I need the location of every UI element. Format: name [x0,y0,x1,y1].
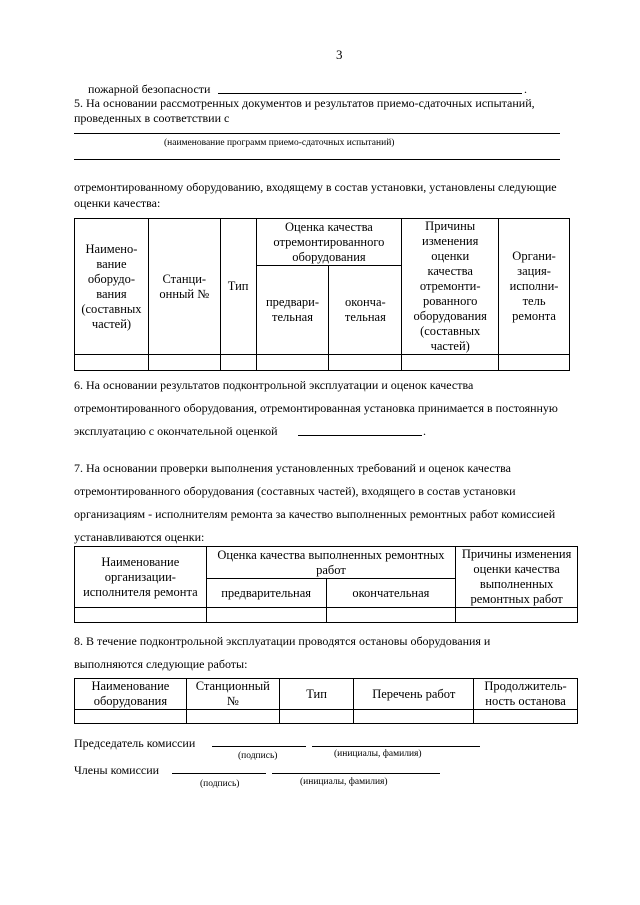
final-grade-blank [298,435,422,436]
col-contractor-name: Наименование организации- исполнителя ремонта [75,547,207,608]
quality-table [74,218,570,371]
section6-line2: отремонтированного оборудования, отремонтированная установка принимается в постоянную [74,401,558,415]
col-equipment-name: Наимено- вание оборудо- вания (составных частей) [75,219,149,355]
section6-line3: эксплуатацию с окончательной оценкой [74,424,278,438]
shutdown-works-table [74,678,578,724]
section7-line2: отремонтированного оборудования (составных частей), входящего в состав установки [74,484,516,498]
col-works-list: Перечень работ [354,679,474,710]
member-signature-caption: (подпись) [200,779,240,789]
section7-line1: 7. На основании проверки выполнения установленных требований и оценок качества [74,461,511,475]
program-name-blank-2 [74,159,560,160]
col-shutdown-duration: Продолжитель- ность останова [474,679,578,710]
section7-line4: устанавливаются оценки: [74,530,205,544]
col-station-number: Станци- онный № [148,219,220,355]
chairman-name-caption: (инициалы, фамилия) [334,749,422,759]
col-final: оконча- тельная [329,266,402,355]
page-number: 3 [336,47,343,62]
table-row [75,355,570,371]
table-row [75,710,578,724]
col-quality-assessment: Оценка качества отремонтированного оборудования [256,219,402,266]
period-mark: . [524,82,527,96]
chairman-signature-blank [212,746,306,747]
chairman-label: Председатель комиссии [74,736,196,750]
section7-line3: организациям - исполнителям ремонта за качество выполненных ремонтных работ комиссией [74,507,556,521]
program-name-blank-1 [74,133,560,134]
contractor-grade-table [74,546,578,623]
col-equipment-name: Наименование оборудования [75,679,187,710]
period-mark-6: . [423,424,426,438]
section6-line1: 6. На основании результатов подконтрольной эксплуатации и оценок качества [74,378,474,392]
member-name-caption: (инициалы, фамилия) [300,777,388,787]
col-change-reasons: Причины изменения оценки качества отремонти- рованного оборудования (составных частей) [402,219,499,355]
section5-line1: 5. На основании рассмотренных документов и результатов приемо-сдаточных испытаний, [74,96,535,110]
col-work-quality: Оценка качества выполненных ремонтных работ [206,547,456,579]
col-type: Тип [220,219,256,355]
member-signature-blank [172,773,266,774]
col-final: окончательная [326,579,456,608]
fire-safety-blank [218,93,522,94]
chairman-name-blank [312,746,480,747]
section5-line2: проведенных в соответствии с [74,111,230,125]
col-repair-organization: Органи- зация- исполни- тель ремонта [499,219,570,355]
col-station-number: Станционный № [186,679,279,710]
section8-line2: выполняются следующие работы: [74,657,248,671]
members-label: Члены комиссии [74,763,160,777]
col-type: Тип [279,679,354,710]
section5-line4: оценки качества: [74,196,161,210]
member-name-blank [272,773,440,774]
col-preliminary: предварительная [206,579,326,608]
fire-safety-label: пожарной безопасности [88,82,211,96]
section8-line1: 8. В течение подконтрольной эксплуатации проводятся остановы оборудования и [74,634,491,648]
col-preliminary: предвари- тельная [256,266,329,355]
col-grade-change-reasons: Причины изменения оценки качества выполненных ремонтных работ [456,547,578,608]
table-row [75,608,578,623]
chairman-signature-caption: (подпись) [238,751,278,761]
section5-line3: отремонтированному оборудованию, входящему в состав установки, установлены следующие [74,180,557,194]
program-name-caption: (наименование программ приемо-сдаточных испытаний) [164,138,395,148]
